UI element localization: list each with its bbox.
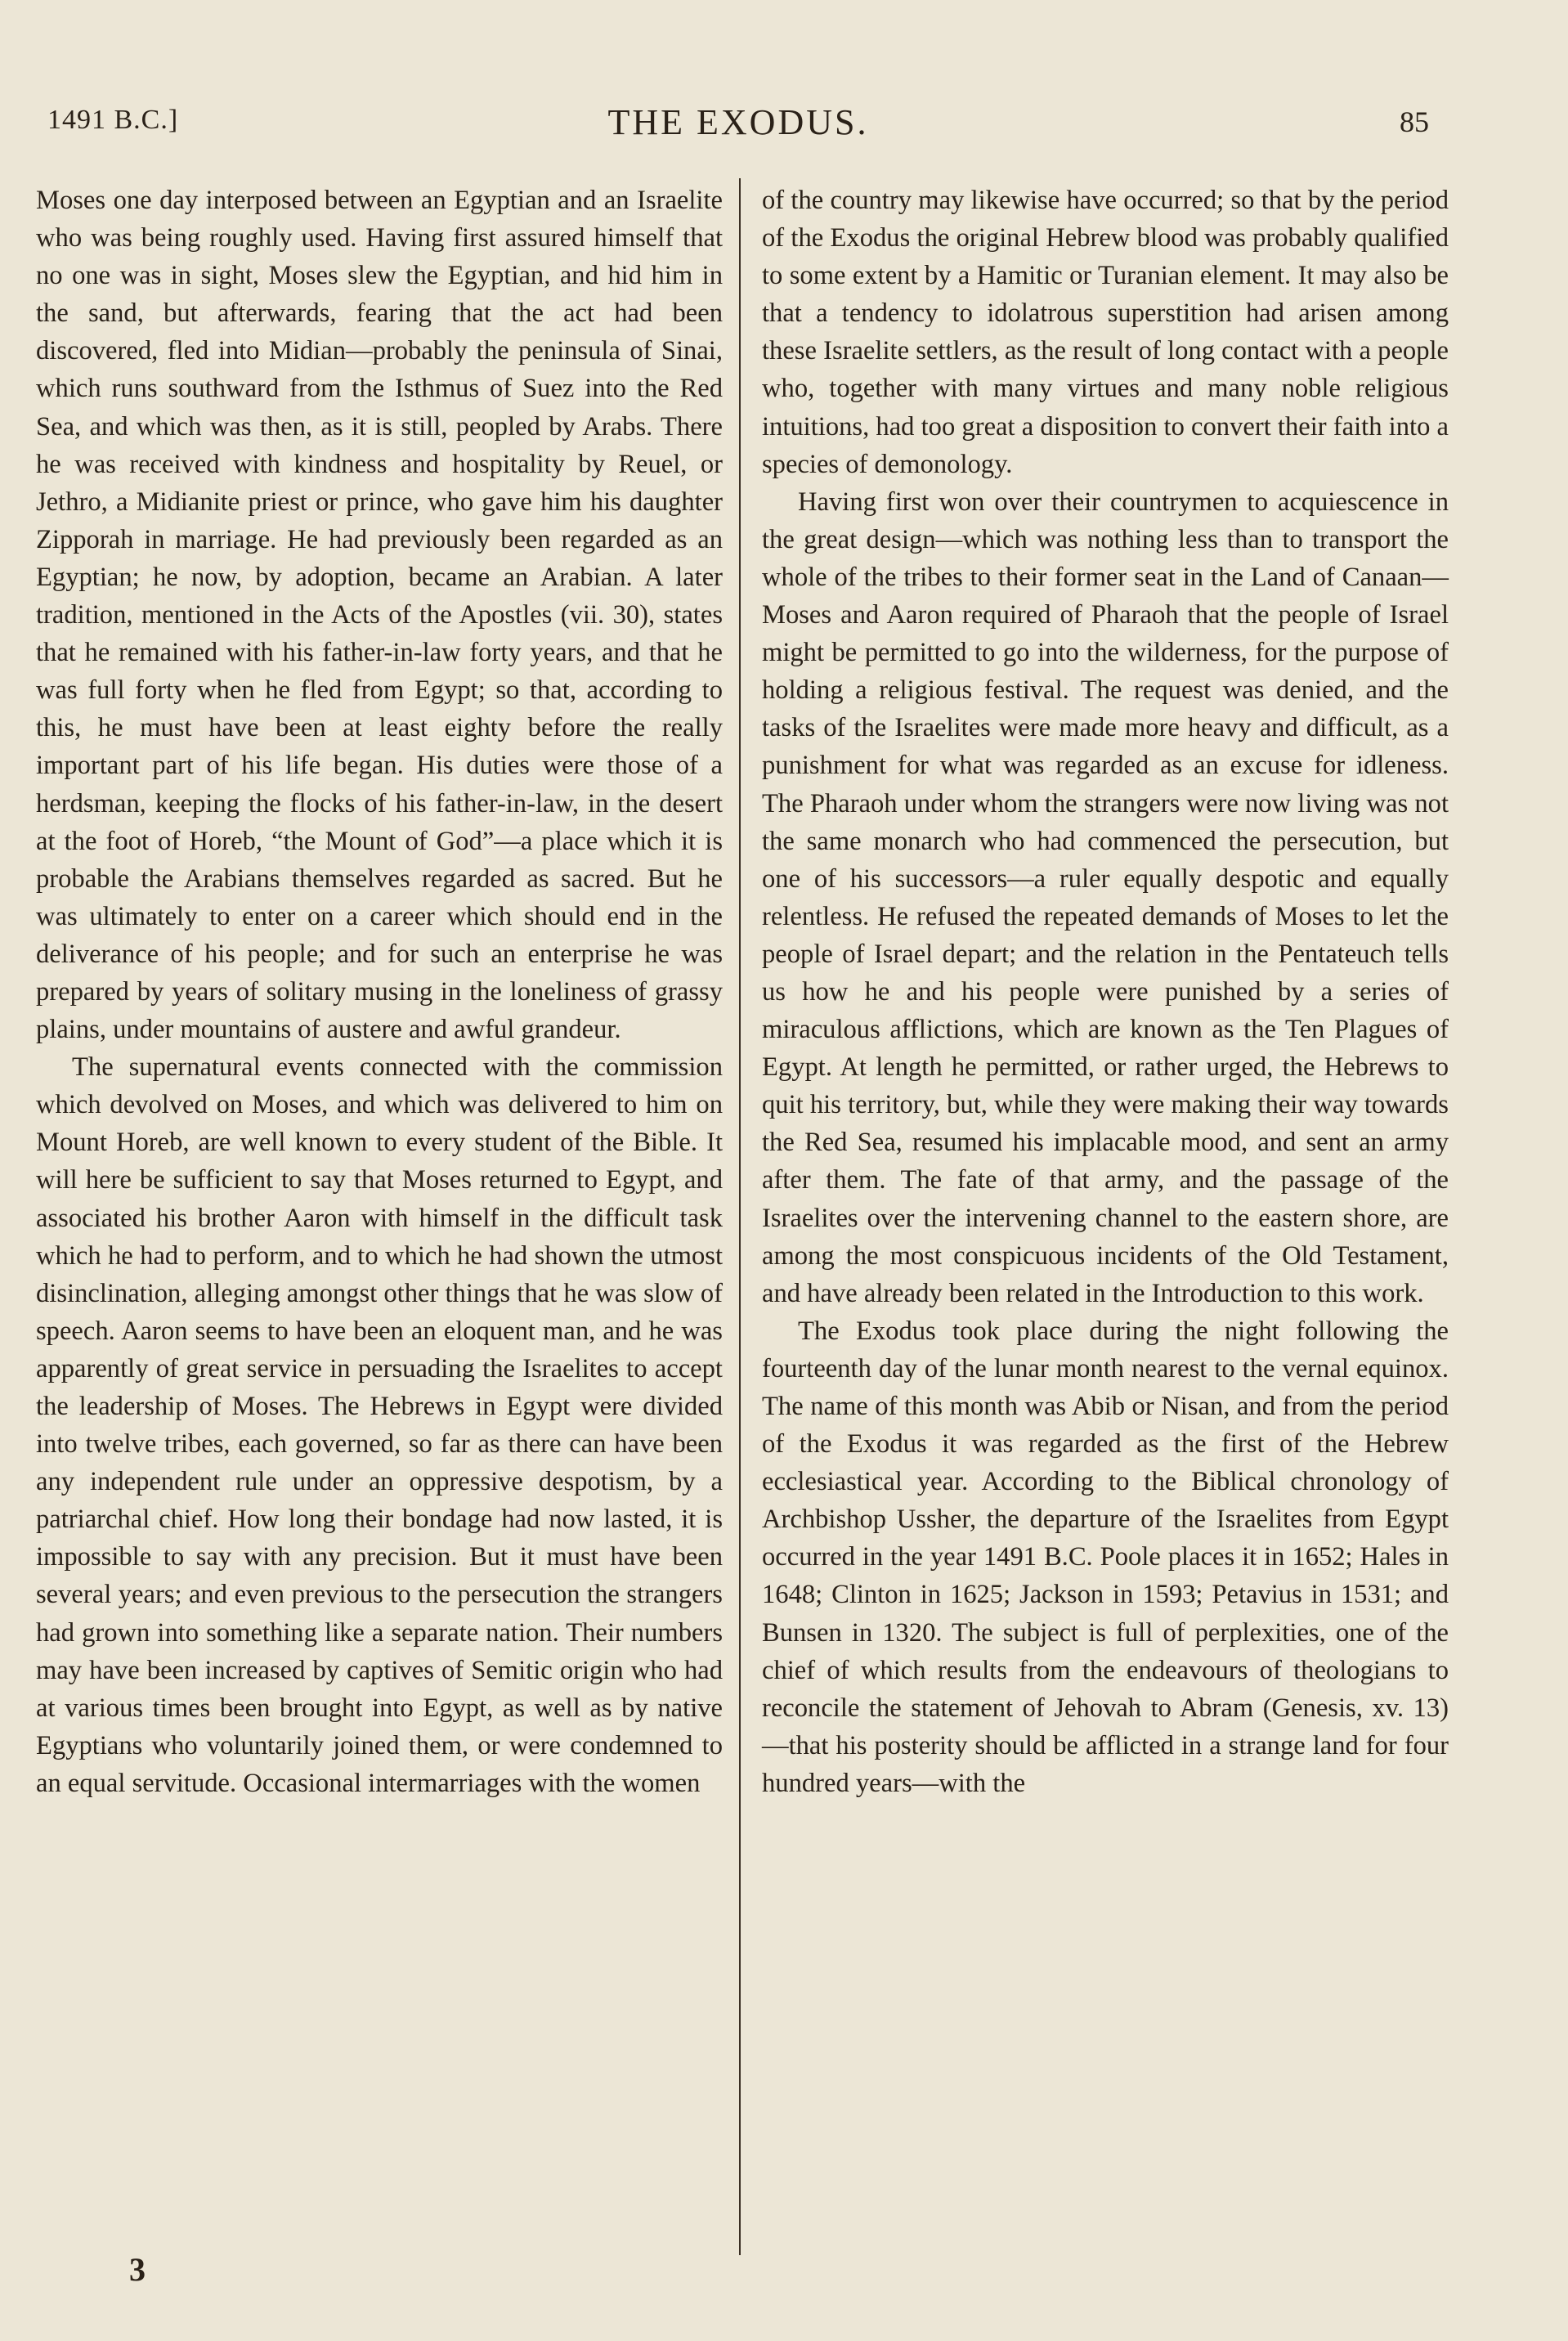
paragraph: of the country may likewise have occurred; so that by the period of the Exodus the original Hebrew blood was probably qualified to some extent by a Hamitic or Turanian element. It may also be that a tendency to idolatrous superstition had arisen among these Israelite settlers, as the result of long contact with a people who, together with many virtues and many noble religious intuitions, had too great a disposition to convert their faith into a species of demonology. [762, 186, 1449, 479]
paragraph: Moses one day interposed between an Egyptian and an Israelite who was being roughly used. Having first assured himself that no one was in sight, Moses slew the Egyptian, and hid him in the sand, but afterwards, fearing that the act had been discovered, fled into Midian—probably the peninsula of Sinai, which runs southward from the Isthmus of Suez into the Red Sea, and which was then, as it is still, peopled by Arabs. There he was received with kindness and hospitality by Reuel, or Jethro, a Midianite priest or prince, who gave him his daughter Zipporah in marriage. He had previously been regarded as an Egyptian; he now, by adoption, became an Arabian. A later tradition, mentioned in the Acts of the Apostles (vii. 30), states that he remained with his father-in-law forty years, and that he was full forty when he fled from Egypt; so that, according to this, he must have been at least eighty before the really important part of his life began. His duties were those of a herdsman, keeping the flocks of his father-in-law, in the desert at the foot of Horeb, “the Mount of God”—a place which it is probable the Arabians themselves regarded as sacred. But he was ultimately to enter on a career which should end in the deliverance of his people; and for such an enterprise he was prepared by years of solitary musing in the loneliness of grassy plains, under mountains of austere and awful grandeur. [36, 186, 723, 1045]
left-column [36, 182, 723, 1802]
chapter-title: THE EXODUS. [607, 102, 869, 142]
paragraph: The Exodus took place during the night following the fourteenth day of the lunar month nearest to the vernal equinox. The name of this month was Abib or Nisan, and from the period of the Exodus it was regarded as the first of the Hebrew ecclesiastical year. According to the Biblical chronology of Archbishop Ussher, the departure of the Israelites from Egypt occurred in the year 1491 B.C. Poole places it in 1652; Hales in 1648; Clinton in 1625; Jackson in 1593; Petavius in 1531; and Bunsen in 1320. The subject is full of perplexities, one of the chief of which results from the endeavours of theologians to reconcile the statement of Jehovah to Abram (Genesis, xv. 13)—that his posterity should be afflicted in a strange land for four hundred years—with the [762, 1316, 1449, 1798]
signature-mark: 3 [129, 2251, 146, 2288]
column-divider [739, 178, 741, 2255]
page-number: 85 [1400, 105, 1429, 138]
header-date: 1491 B.C.] [47, 105, 179, 135]
right-column [762, 182, 1449, 1802]
running-header [47, 102, 1429, 154]
paragraph: The supernatural events connected with the commission which devolved on Moses, and which was delivered to him on Mount Horeb, are well known to every student of the Bible. It will here be sufficient to say that Moses returned to Egypt, and associated his brother Aaron with himself in the difficult task which he had to perform, and to which he had shown the utmost disinclination, alleging amongst other things that he was slow of speech. Aaron seems to have been an eloquent man, and he was apparently of great service in persuading the Israelites to accept the leadership of Moses. The Hebrews in Egypt were divided into twelve tribes, each governed, so far as there can have been any independent rule under an oppressive despotism, by a patriarchal chief. How long their bondage had now lasted, it is impossible to say with any precision. But it must have been several years; and even previous to the persecution the strangers had grown into something like a separate nation. Their numbers may have been increased by captives of Semitic origin who had at various times been brought into Egypt, as well as by native Egyptians who voluntarily joined them, or were condemned to an equal servitude. Occasional intermarriages with the women [36, 1052, 723, 1798]
paragraph: Having first won over their countrymen to acquiescence in the great design—which was nothing less than to transport the whole of the tribes to their former seat in the Land of Canaan—Moses and Aaron required of Pharaoh that the people of Israel might be permitted to go into the wilderness, for the purpose of holding a religious festival. The request was denied, and the tasks of the Israelites were made more heavy and difficult, as a punishment for what was regarded as an excuse for idleness. The Pharaoh under whom the strangers were now living was not the same monarch who had commenced the persecution, but one of his successors—a ruler equally despotic and equally relentless. He refused the repeated demands of Moses to let the people of Israel depart; and the relation in the Pentateuch tells us how he and his people were punished by a series of miraculous afflictions, which are known as the Ten Plagues of Egypt. At length he permitted, or rather urged, the Hebrews to quit his territory, but, while they were making their way towards the Red Sea, resumed his implacable mood, and sent an army after them. The fate of that army, and the passage of the Israelites over the intervening channel to the eastern shore, are among the most conspicuous incidents of the Old Testament, and have already been related in the Introduction to this work. [762, 487, 1449, 1308]
